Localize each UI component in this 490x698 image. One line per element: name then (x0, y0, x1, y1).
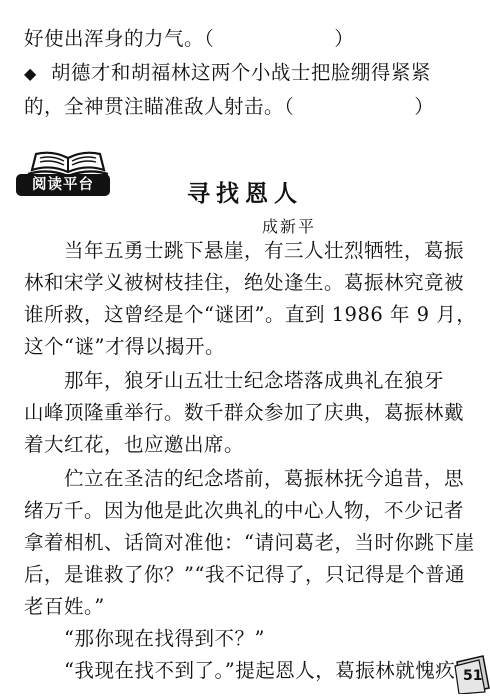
body-line-2: 林和宋学义被树枝挂住，绝处逢生。葛振林究竟被 (24, 271, 465, 294)
body-line-5: 那年，狼牙山五壮士纪念塔落成典礼在狼牙 (24, 369, 445, 392)
body-line-11: 后，是谁救了你？”“我不记得了，只记得是个普通 (24, 563, 465, 586)
body-line-7: 着大红花，也应邀出席。 (24, 433, 245, 456)
body-line-8: 伫立在圣洁的纪念塔前，葛振林抚今追昔，思 (24, 467, 465, 490)
body-line-10: 拿着相机、话筒对准他：“请问葛老，当时你跳下崖 (24, 531, 475, 554)
section-badge-label: 阅读平台 (16, 174, 110, 196)
diamond-bullet-icon: ◆ (24, 64, 37, 83)
body-line-6: 山峰顶隆重举行。数千群众参加了庆典，葛振林戴 (24, 401, 465, 424)
article-author: 成新平 (262, 217, 317, 236)
body-line-3: 谁所救，这曾经是个“谜团”。直到 1986 年 9 月， (24, 303, 477, 326)
page-number-badge (453, 654, 490, 694)
body-line-4: 这个“谜”才得以揭开。 (24, 335, 225, 358)
body-line-14: “我现在找不到了。”提起恩人，葛振林就愧疚 (24, 659, 456, 682)
article-title: 寻找恩人 (187, 181, 303, 207)
body-line-12: 老百姓。” (24, 595, 105, 618)
page-number: 51 (463, 668, 483, 684)
text-line-3: 的，全神贯注瞄准敌人射击。（ ） (24, 95, 435, 118)
body-line-1: 当年五勇士跳下悬崖，有三人壮烈牺牲，葛振 (24, 239, 465, 262)
text-line-2 (24, 58, 472, 89)
text-line-1: 好使出浑身的力气。（ ） (24, 27, 355, 50)
text-line-2-content: 胡德才和胡福林这两个小战士把脸绷得紧紧 (50, 61, 431, 84)
body-line-9: 绪万千。因为他是此次典礼的中心人物，不少记者 (24, 499, 465, 522)
body-line-13: “那你现在找得到不？” (24, 627, 265, 650)
